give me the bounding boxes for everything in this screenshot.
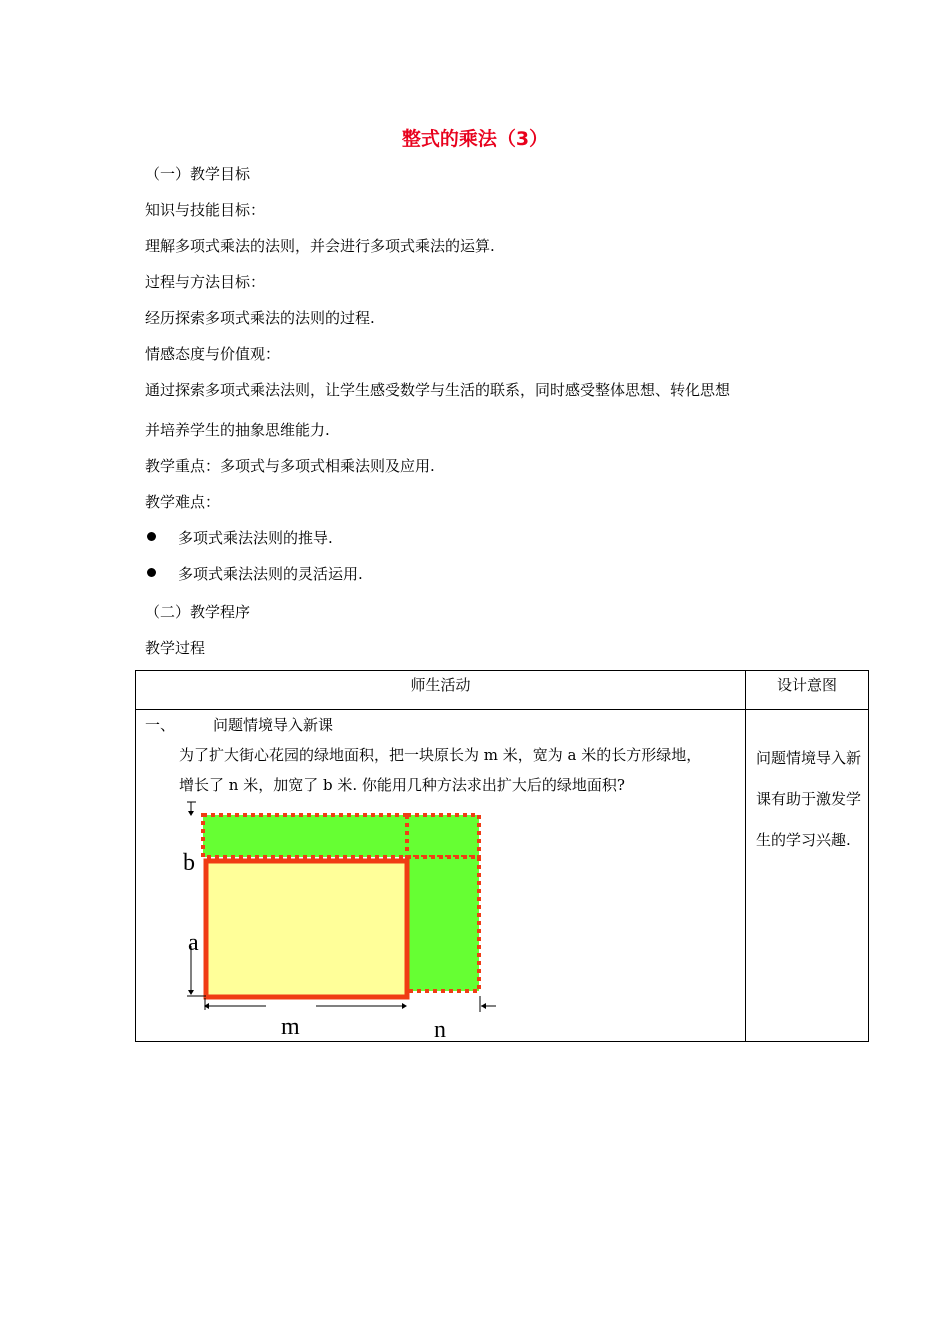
top-green-strip — [203, 815, 410, 857]
label-n: n — [434, 1017, 446, 1042]
difficulty-item-2: 多项式乘法法则的灵活运用. — [178, 565, 363, 583]
original-yellow-rect — [206, 861, 407, 997]
step-title: 问题情境导入新课 — [213, 716, 334, 734]
a-arrow-head — [188, 990, 194, 995]
page-title: 整式的乘法（3） — [401, 128, 549, 150]
label-b: b — [183, 850, 195, 876]
emotion-text-1: 通过探索多项式乘法法则，让学生感受数学与生活的联系，同时感受整体思想、转化思想 — [145, 381, 731, 399]
process-heading: 教学过程 — [145, 639, 206, 657]
problem-line-2: 增长了 n 米，加宽了 b 米. 你能用几种方法求出扩大后的绿地面积? — [179, 776, 625, 794]
label-m: m — [281, 1014, 300, 1040]
label-a: a — [188, 930, 199, 956]
process-text: 经历探索多项式乘法的法则的过程. — [145, 309, 375, 327]
garden-area-diagram — [136, 710, 746, 1042]
right-green-strip — [407, 857, 479, 991]
n-arrow-head — [481, 1003, 486, 1009]
b-arrow-head — [188, 811, 194, 816]
teaching-process-table — [135, 670, 869, 1042]
knowledge-label: 知识与技能目标： — [145, 201, 266, 219]
problem-line-1: 为了扩大街心花园的绿地面积，把一块原长为 m 米，宽为 a 米的长方形绿地， — [179, 746, 702, 764]
bullet-dot — [147, 568, 156, 577]
knowledge-text: 理解多项式乘法的法则，并会进行多项式乘法的运算. — [145, 237, 495, 255]
activity-cell — [136, 710, 746, 1042]
col-header-activity: 师生活动 — [136, 671, 746, 710]
col-header-intent: 设计意图 — [746, 671, 869, 710]
intent-cell: 问题情境导入新课有助于激发学生的学习兴趣. — [746, 710, 869, 1042]
emotion-text-2: 并培养学生的抽象思维能力. — [145, 421, 330, 439]
step-number: 一、 — [145, 716, 176, 734]
objectives-heading: （一）教学目标 — [145, 165, 251, 183]
difficulty-item-1: 多项式乘法法则的推导. — [178, 529, 333, 547]
procedure-heading: （二）教学程序 — [145, 603, 251, 621]
difficulty-label: 教学难点： — [145, 493, 221, 511]
corner-green-rect — [407, 815, 479, 857]
m-arrow-right — [402, 1003, 407, 1009]
process-label: 过程与方法目标： — [145, 273, 266, 291]
emotion-label: 情感态度与价值观： — [145, 345, 281, 363]
bullet-dot — [147, 532, 156, 541]
key-point: 教学重点：多项式与多项式相乘法则及应用. — [145, 457, 435, 475]
